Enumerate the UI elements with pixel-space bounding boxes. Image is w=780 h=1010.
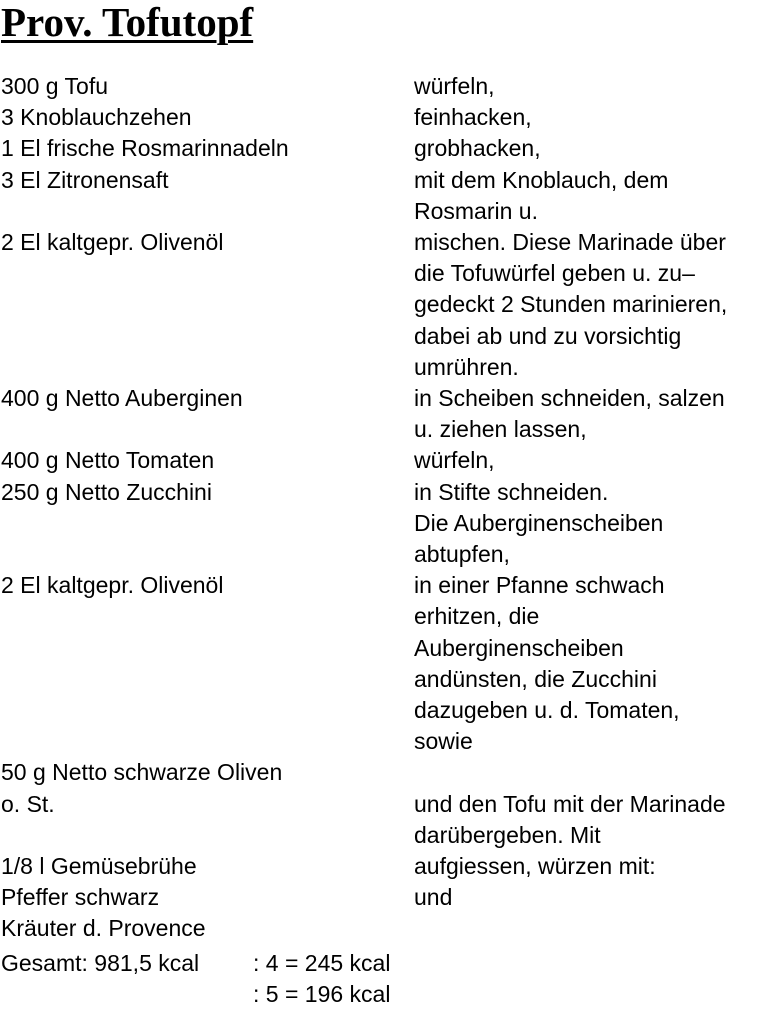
ingredient: 3 El Zitronensaft (1, 166, 169, 193)
instruction: feinhacken, (414, 104, 532, 131)
recipe-row (1, 445, 780, 476)
instruction: würfeln, (414, 447, 495, 474)
recipe-title: Prov. Tofutopf (1, 0, 254, 45)
recipe-row (1, 913, 780, 944)
ingredient: 400 g Netto Auberginen (1, 385, 243, 412)
recipe-row (1, 789, 780, 851)
instruction: aufgiessen, würzen mit: (414, 853, 656, 880)
ingredient: 250 g Netto Zucchini (1, 478, 212, 505)
instruction: in Stifte schneiden. Die Auberginenscheiben abtupfen, (414, 478, 664, 568)
ingredient: 1 El frische Rosmarinnadeln (1, 135, 289, 162)
calories-per-4: : 4 = 245 kcal (253, 950, 391, 976)
recipe-row (1, 133, 780, 164)
ingredient: 2 El kaltgepr. Olivenöl (1, 572, 224, 599)
ingredient: 1/8 l Gemüsebrühe (1, 853, 197, 880)
recipe-row (1, 165, 780, 227)
totals-row (1, 979, 390, 1010)
ingredient: o. St. (1, 790, 55, 817)
recipe-row (1, 570, 780, 757)
recipe-row (1, 851, 780, 882)
recipe-row (1, 477, 780, 571)
ingredient: 300 g Tofu (1, 73, 109, 99)
calories-per-5: : 5 = 196 kcal (253, 981, 391, 1008)
ingredient: Kräuter d. Provence (1, 915, 206, 942)
ingredient: 50 g Netto schwarze Oliven (1, 759, 283, 786)
instruction: mit dem Knoblauch, dem Rosmarin u. (414, 166, 669, 224)
ingredient: 3 Knoblauchzehen (1, 104, 192, 131)
instruction: grobhacken, (414, 135, 541, 162)
instruction: würfeln, (414, 73, 495, 99)
instruction: mischen. Diese Marinade über die Tofuwürfel geben u. zu– gedeckt 2 Stunden marinieren, dabei ab und zu vorsichtig umrühren. (414, 229, 728, 380)
recipe-row (1, 227, 780, 383)
ingredient: 2 El kaltgepr. Olivenöl (1, 229, 224, 256)
recipe-body (1, 71, 780, 945)
instruction: und den Tofu mit der Marinade darübergeben. Mit (414, 790, 726, 848)
ingredient: 400 g Netto Tomaten (1, 447, 215, 474)
totals-row (1, 948, 390, 979)
instruction (414, 757, 780, 788)
instruction: in einer Pfanne schwach erhitzen, die Auberginenscheiben andünsten, die Zucchini dazugeben u. d. Tomaten, sowie (414, 572, 680, 755)
calorie-totals (1, 948, 390, 1010)
recipe-row (1, 102, 780, 133)
ingredient: Pfeffer schwarz (1, 884, 160, 911)
recipe-row (1, 757, 780, 788)
recipe-row (1, 383, 780, 445)
total-calories-label: Gesamt: 981,5 kcal (1, 950, 200, 976)
recipe-row (1, 882, 780, 913)
totals-spacer (1, 979, 253, 1010)
instruction: in Scheiben schneiden, salzen u. ziehen lassen, (414, 385, 725, 443)
instruction: und (414, 884, 453, 911)
recipe-row (1, 71, 780, 102)
instruction (414, 913, 780, 944)
